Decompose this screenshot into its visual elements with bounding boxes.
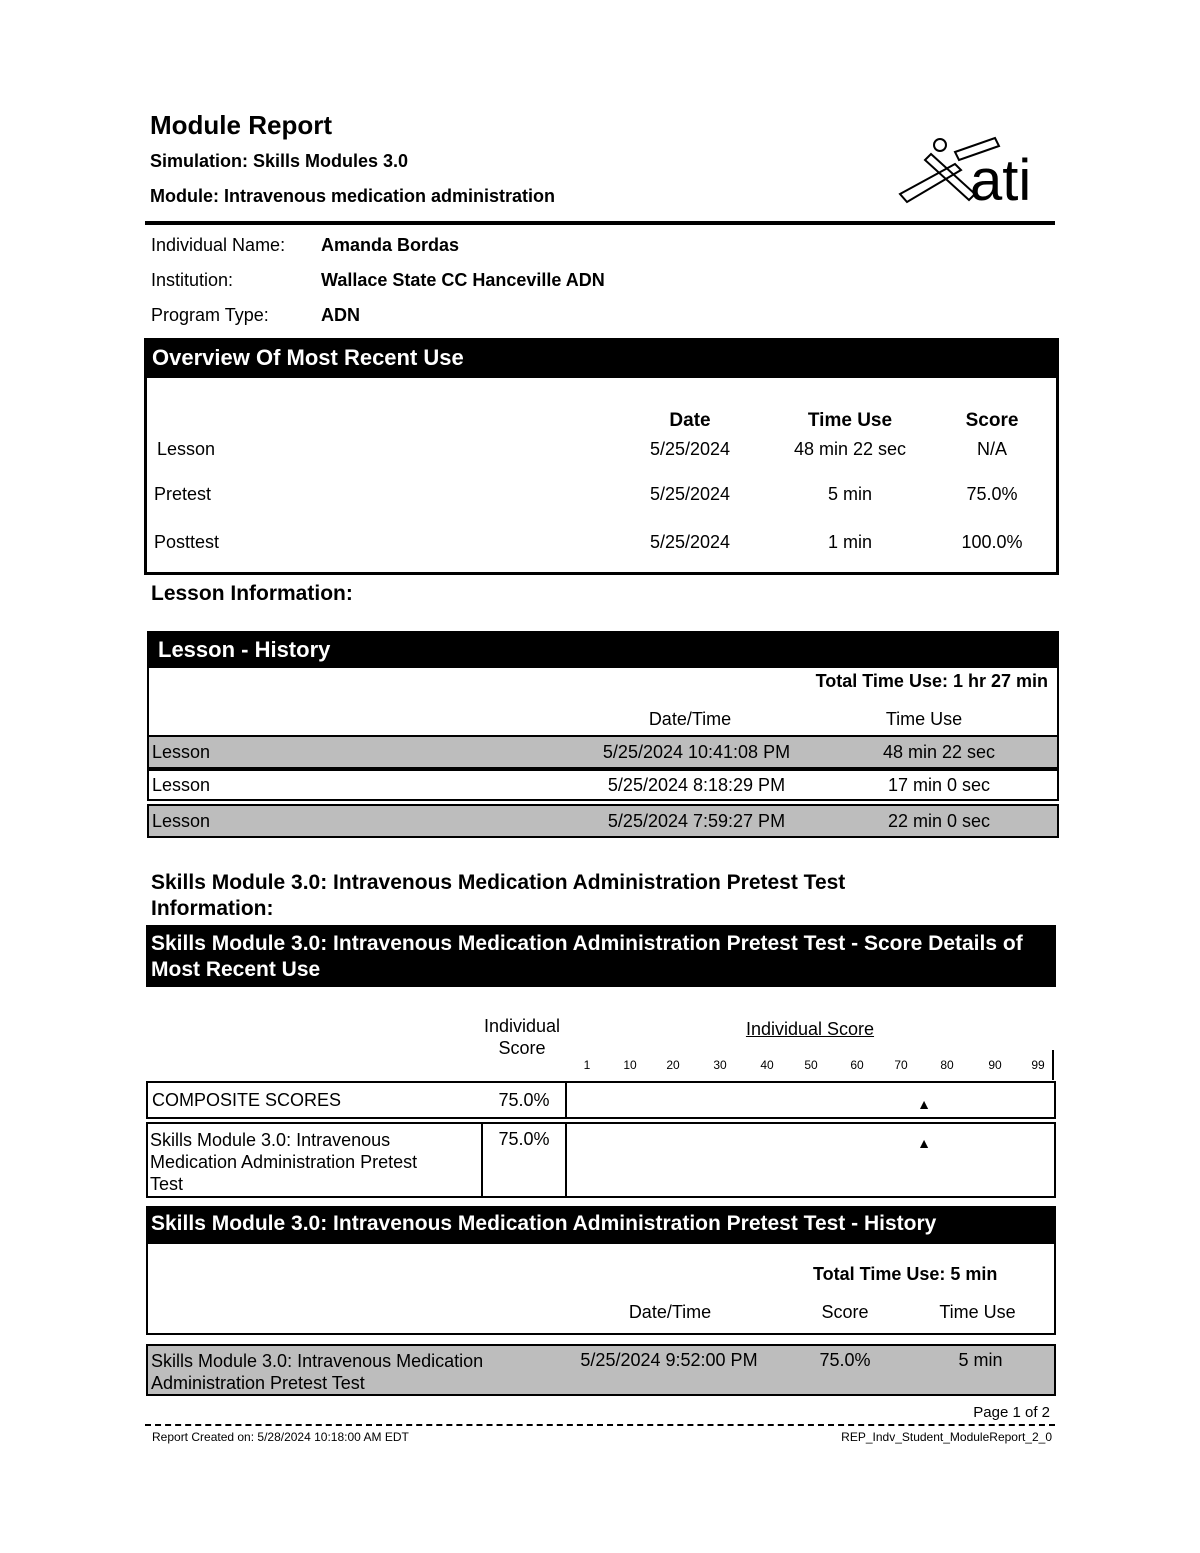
overview-row-name: Pretest — [154, 484, 212, 504]
simulation-label: Simulation: Skills Modules 3.0 — [150, 151, 409, 171]
lesson-row-name: Lesson — [152, 811, 211, 831]
score-marker: ▲ — [917, 1135, 931, 1151]
overview-row-date: 5/25/2024 — [649, 532, 731, 552]
overview-row-score: N/A — [976, 439, 1007, 459]
institution-value: Wallace State CC Hanceville ADN — [321, 270, 605, 290]
lesson-info-heading: Lesson Information: — [151, 582, 353, 605]
overview-row-time: 48 min 22 sec — [793, 439, 907, 459]
module-label: Module: Intravenous medication administration — [150, 186, 556, 206]
history-row-name: Skills Module 3.0: Intravenous Medication Administration Pretest Test — [151, 1351, 484, 1393]
lesson-history-row — [147, 735, 1059, 769]
history-row-datetime: 5/25/2024 9:52:00 PM — [580, 1350, 758, 1370]
lesson-time-header: Time Use — [885, 709, 963, 729]
scale-tick: 20 — [666, 1058, 680, 1072]
scale-tick: 60 — [850, 1058, 864, 1072]
lesson-history-title: Lesson - History — [147, 631, 1059, 668]
program-label: Program Type: — [151, 305, 269, 325]
overview-row-score: 100.0% — [961, 532, 1023, 552]
report-created: Report Created on: 5/28/2024 10:18:00 AM EDT — [152, 1430, 409, 1444]
overview-title: Overview Of Most Recent Use — [144, 338, 1059, 378]
lesson-datetime-header: Date/Time — [648, 709, 732, 729]
student-name: Amanda Bordas — [321, 235, 460, 255]
individual-score-header: Individual Score — [483, 1016, 561, 1058]
scale-edge — [1052, 1050, 1054, 1080]
scale-tick: 90 — [988, 1058, 1002, 1072]
lesson-row-time: 48 min 22 sec — [882, 742, 996, 762]
score-divider — [565, 1083, 567, 1117]
institution-label: Institution: — [151, 270, 234, 290]
score-marker: ▲ — [917, 1096, 931, 1112]
report-title: Module Report — [150, 110, 332, 140]
overview-row-date: 5/25/2024 — [649, 439, 731, 459]
scale-tick: 30 — [713, 1058, 727, 1072]
overview-time-header: Time Use — [807, 410, 893, 431]
overview-date-header: Date — [669, 410, 711, 431]
overview-row-name: Posttest — [154, 532, 220, 552]
history-row-time: 5 min — [958, 1350, 1003, 1370]
lesson-row-datetime: 5/25/2024 7:59:27 PM — [607, 811, 786, 831]
scale-tick: 1 — [583, 1058, 591, 1072]
scale-tick: 80 — [940, 1058, 954, 1072]
history-row-score: 75.0% — [819, 1350, 871, 1370]
name-label: Individual Name: — [151, 235, 286, 255]
score-divider — [481, 1124, 483, 1196]
pretest-score-title: Skills Module 3.0: Intravenous Medication Administration Pretest Test - Score Details of Most Recent Use — [146, 925, 1056, 987]
footer-dashed-rule — [145, 1424, 1055, 1426]
scale-tick: 50 — [804, 1058, 818, 1072]
lesson-row-name: Lesson — [152, 775, 211, 795]
lesson-history-row — [147, 804, 1059, 838]
program-value: ADN — [321, 305, 360, 325]
pretest-history-row — [146, 1344, 1056, 1396]
lesson-history-row — [147, 769, 1059, 801]
report-id: REP_Indv_Student_ModuleReport_2_0 — [841, 1430, 1052, 1444]
lesson-total-time: Total Time Use: 1 hr 27 min — [815, 671, 1048, 691]
scale-tick: 40 — [760, 1058, 774, 1072]
lesson-row-time: 22 min 0 sec — [887, 811, 991, 831]
score-row-name: COMPOSITE SCORES — [152, 1090, 342, 1110]
logo-text: ati — [970, 148, 1032, 213]
score-divider — [565, 1124, 567, 1196]
history-score-header: Score — [821, 1302, 869, 1322]
lesson-row-name: Lesson — [152, 742, 211, 762]
lesson-row-time: 17 min 0 sec — [887, 775, 991, 795]
lesson-row-datetime: 5/25/2024 10:41:08 PM — [602, 742, 791, 762]
overview-score-header: Score — [965, 410, 1019, 431]
history-time-header: Time Use — [939, 1302, 1016, 1322]
page-number: Page 1 of 2 — [973, 1404, 1050, 1421]
pretest-history-title: Skills Module 3.0: Intravenous Medication Administration Pretest Test - History — [146, 1206, 1056, 1244]
chart-header: Individual Score — [745, 1019, 875, 1039]
overview-row-time: 5 min — [827, 484, 872, 504]
ati-logo — [895, 132, 1045, 217]
pretest-total-time: Total Time Use: 5 min — [813, 1264, 998, 1284]
history-datetime-header: Date/Time — [628, 1302, 712, 1322]
score-row-value: 75.0% — [498, 1129, 550, 1149]
overview-row-name: Lesson — [157, 439, 216, 459]
header-rule — [145, 221, 1055, 225]
lesson-row-datetime: 5/25/2024 8:18:29 PM — [607, 775, 786, 795]
score-row-name: Skills Module 3.0: Intravenous Medication Administration Pretest Test — [150, 1130, 418, 1194]
score-row-value: 75.0% — [498, 1090, 550, 1110]
scale-tick: 99 — [1031, 1058, 1045, 1072]
pretest-info-heading: Skills Module 3.0: Intravenous Medication Administration Pretest Test Information: — [151, 871, 846, 920]
overview-row-score: 75.0% — [966, 484, 1018, 504]
overview-row-date: 5/25/2024 — [649, 484, 731, 504]
overview-row-time: 1 min — [827, 532, 872, 552]
scale-tick: 70 — [894, 1058, 908, 1072]
scale-tick: 10 — [623, 1058, 637, 1072]
module-score-row — [146, 1122, 1056, 1198]
